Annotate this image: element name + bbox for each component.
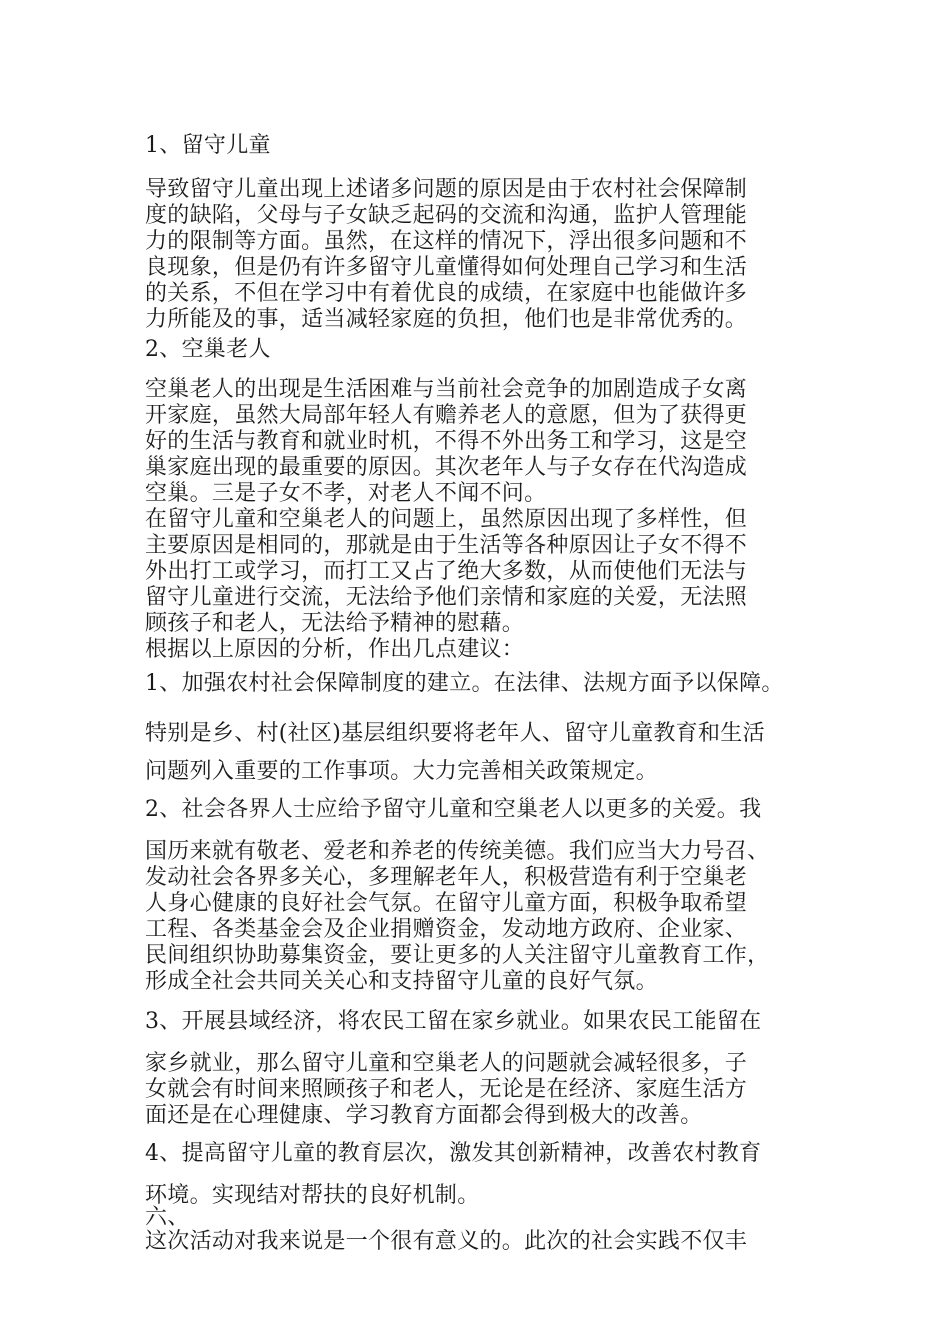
paragraph-line: 力所能及的事，适当减轻家庭的负担，他们也是非常优秀的。 xyxy=(145,307,748,332)
paragraph-line: 良现象，但是仍有许多留守儿童懂得如何处理自己学习和生活 xyxy=(145,255,748,280)
paragraph-line: 留守儿童进行交流，无法给予他们亲情和家庭的关爱，无法照 xyxy=(145,585,748,610)
paragraph-line: 发动社会各界多关心，多理解老年人，积极营造有利于空巢老 xyxy=(145,865,748,890)
paragraph-line: 主要原因是相同的，那就是由于生活等各种原因让子女不得不 xyxy=(145,533,748,558)
paragraph-line: 这次活动对我来说是一个很有意义的。此次的社会实践不仅丰 xyxy=(145,1229,748,1254)
paragraph-line: 人身心健康的良好社会气氛。在留守儿童方面，积极争取希望 xyxy=(145,891,748,916)
paragraph-line: 特别是乡、村(社区)基层组织要将老年人、留守儿童教育和生活 xyxy=(145,721,765,746)
paragraph-line: 外出打工或学习，而打工又占了绝大多数，从而使他们无法与 xyxy=(145,559,748,584)
paragraph-line: 顾孩子和老人，无法给予精神的慰藉。 xyxy=(145,611,525,636)
paragraph-line: 在留守儿童和空巢老人的问题上，虽然原因出现了多样性，但 xyxy=(145,507,748,532)
paragraph-line: 巢家庭出现的最重要的原因。其次老年人与子女存在代沟造成 xyxy=(145,455,748,480)
suggestion-2-line: 2、社会各界人士应给予留守儿童和空巢老人以更多的关爱。我 xyxy=(145,797,762,822)
paragraph-line: 的关系，不但在学习中有着优良的成绩，在家庭中也能做许多 xyxy=(145,281,748,306)
paragraph-line: 力的限制等方面。虽然，在这样的情况下，浮出很多问题和不 xyxy=(145,229,748,254)
paragraph-line: 问题列入重要的工作事项。大力完善相关政策规定。 xyxy=(145,759,658,784)
paragraph-line: 开家庭，虽然大局部年轻人有赡养老人的意愿，但为了获得更 xyxy=(145,403,748,428)
section-six-heading: 六、 xyxy=(145,1205,190,1230)
suggestion-1-line: 1、加强农村社会保障制度的建立。在法律、法规方面予以保障。 xyxy=(145,671,784,696)
paragraph-line: 导致留守儿童出现上述诸多问题的原因是由于农村社会保障制 xyxy=(145,177,748,202)
heading-left-behind-children: 1、留守儿童 xyxy=(145,133,271,158)
heading-empty-nest-elderly: 2、空巢老人 xyxy=(145,337,271,362)
paragraph-line: 国历来就有敬老、爱老和养老的传统美德。我们应当大力号召、 xyxy=(145,839,770,864)
paragraph-line: 度的缺陷，父母与子女缺乏起码的交流和沟通，监护人管理能 xyxy=(145,203,748,228)
suggestion-4-line: 4、提高留守儿童的教育层次，激发其创新精神，改善农村教育 xyxy=(145,1141,762,1166)
paragraph-line: 家乡就业，那么留守儿童和空巢老人的问题就会减轻很多，子 xyxy=(145,1051,748,1076)
paragraph-line: 空巢。三是子女不孝，对老人不闻不问。 xyxy=(145,481,547,506)
suggestion-3-line: 3、开展县域经济，将农民工留在家乡就业。如果农民工能留在 xyxy=(145,1009,762,1034)
paragraph-line: 根据以上原因的分析，作出几点建议： xyxy=(145,637,525,662)
paragraph-line: 民间组织协助募集资金，要让更多的人关注留守儿童教育工作， xyxy=(145,943,770,968)
paragraph-line: 空巢老人的出现是生活困难与当前社会竞争的加剧造成子女离 xyxy=(145,377,748,402)
paragraph-line: 好的生活与教育和就业时机，不得不外出务工和学习，这是空 xyxy=(145,429,748,454)
paragraph-line: 女就会有时间来照顾孩子和老人，无论是在经济、家庭生活方 xyxy=(145,1077,748,1102)
paragraph-line: 环境。实现结对帮扶的良好机制。 xyxy=(145,1183,480,1208)
paragraph-line: 工程、各类基金会及企业捐赠资金，发动地方政府、企业家、 xyxy=(145,917,748,942)
paragraph-line: 面还是在心理健康、学习教育方面都会得到极大的改善。 xyxy=(145,1103,703,1128)
paragraph-line: 形成全社会共同关关心和支持留守儿童的良好气氛。 xyxy=(145,969,658,994)
